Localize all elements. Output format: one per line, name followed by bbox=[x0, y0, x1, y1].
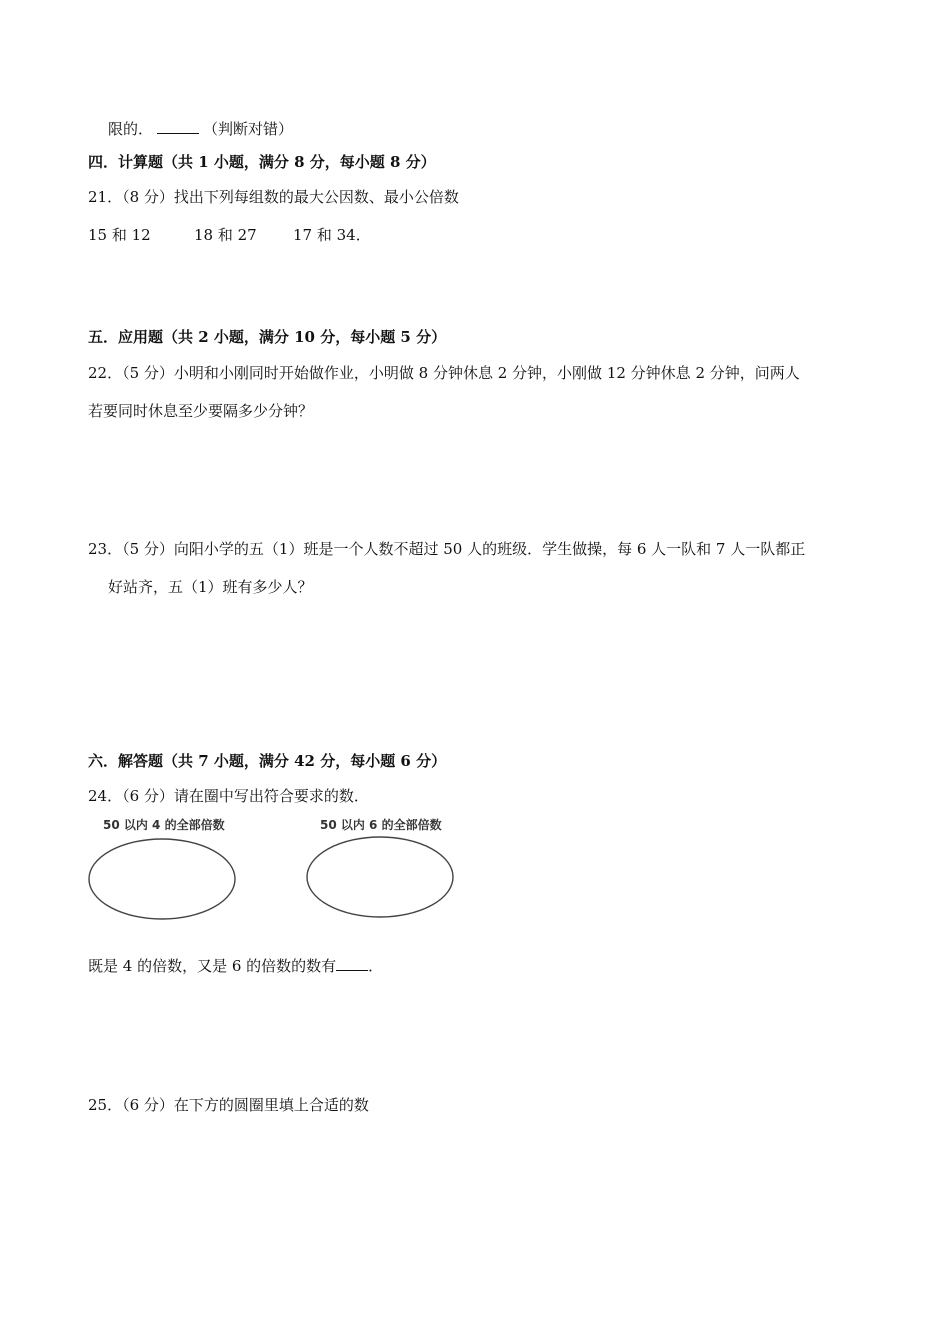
right-answer-circle[interactable] bbox=[303, 832, 457, 922]
section-6-heading: 六．解答题（共 7 小题，满分 42 分，每小题 6 分） bbox=[88, 752, 447, 770]
q23-line-1: 23．（5 分）向阳小学的五（1）班是一个人数不超过 50 人的班级．学生做操，每 6 人一队和 7 人一队都正 bbox=[88, 540, 806, 558]
right-circle-label: 50 以内 6 的全部倍数 bbox=[320, 818, 442, 832]
q21-group-1: 15 和 12 bbox=[88, 226, 151, 244]
q24-stem: 24．（6 分）请在圈中写出符合要求的数． bbox=[88, 787, 369, 805]
q21-group-2: 18 和 27 bbox=[194, 226, 257, 244]
section-4-heading: 四．计算题（共 1 小题，满分 8 分，每小题 8 分） bbox=[88, 153, 436, 171]
q25-stem: 25．（6 分）在下方的圆圈里填上合适的数 bbox=[88, 1096, 369, 1114]
q20-tail-text: 限的． bbox=[108, 120, 154, 138]
q22-line-1: 22．（5 分）小明和小刚同时开始做作业，小明做 8 分钟休息 2 分钟，小刚做 12 分钟休息 2 分钟，问两人 bbox=[88, 364, 800, 382]
q20-judge-note: （判断对错） bbox=[203, 120, 294, 138]
section-5-heading: 五．应用题（共 2 小题，满分 10 分，每小题 5 分） bbox=[88, 328, 447, 346]
answer-blank[interactable] bbox=[157, 119, 199, 134]
q21-stem: 21．（8 分）找出下列每组数的最大公因数、最小公倍数 bbox=[88, 188, 459, 206]
answer-blank[interactable] bbox=[336, 956, 368, 971]
q24-answer-suffix: ． bbox=[368, 957, 384, 975]
q20-tail-line bbox=[108, 119, 293, 139]
q22-line-2: 若要同时休息至少要隔多少分钟？ bbox=[88, 402, 314, 420]
q23-line-2: 好站齐，五（1）班有多少人？ bbox=[108, 578, 313, 596]
q21-group-3: 17 和 34． bbox=[293, 226, 371, 244]
q24-answer-line bbox=[88, 956, 383, 976]
q24-answer-prefix: 既是 4 的倍数，又是 6 的倍数的数有 bbox=[88, 957, 337, 975]
left-circle-label: 50 以内 4 的全部倍数 bbox=[103, 818, 225, 832]
left-answer-circle[interactable] bbox=[85, 834, 239, 924]
